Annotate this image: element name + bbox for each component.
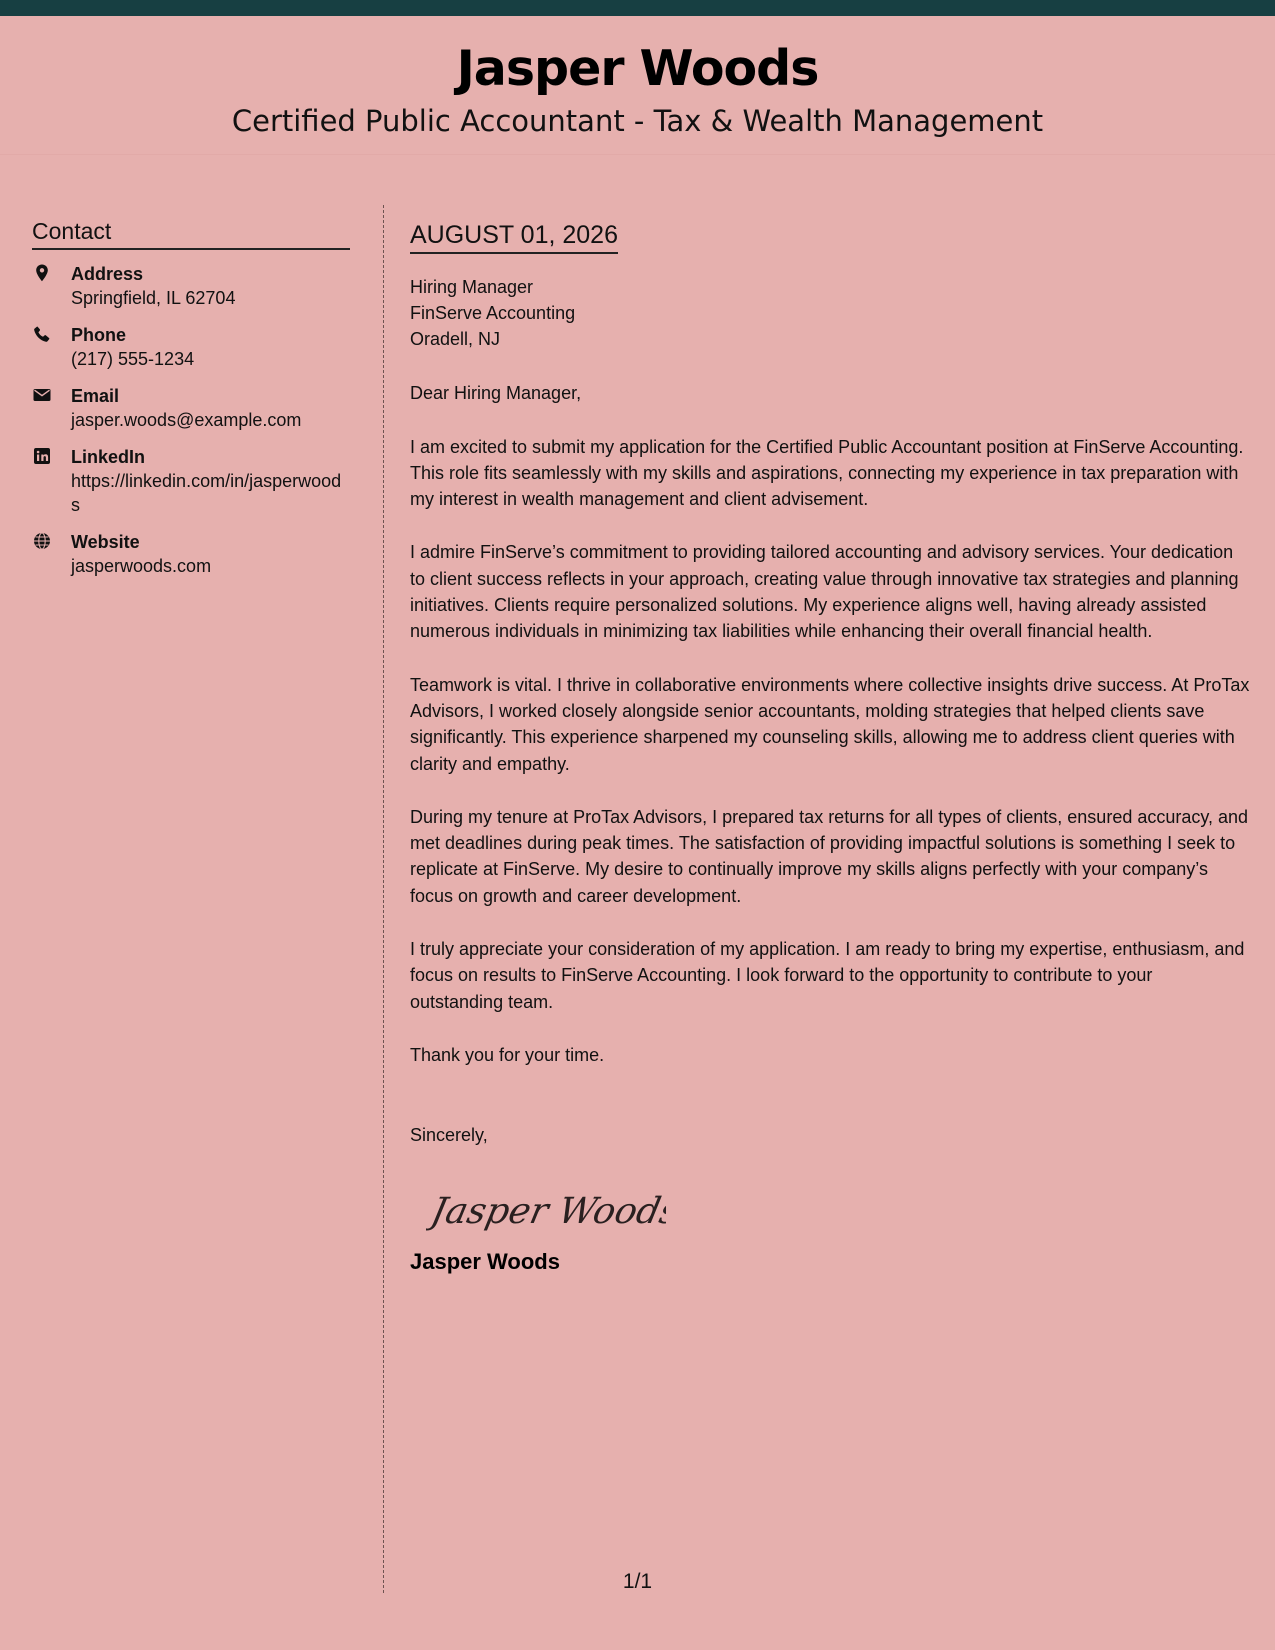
letter-body — [410, 222, 1250, 1275]
contact-sidebar — [32, 218, 350, 591]
phone-value: (217) 555-1234 — [71, 349, 195, 369]
body-paragraph: I admire FinServe’s commitment to providing tailored accounting and advisory services. Your dedication to client success reflects in your approach, creating value through innovative tax strategies and planning initiatives. Clients require personalized solutions. My experience aligns well, having already assisted numerous individuals in minimizing tax liabilities while enhancing their overall financial health. — [410, 542, 1239, 642]
contact-label: Address — [71, 264, 144, 284]
letter-date: AUGUST 01, 2026 — [410, 222, 618, 254]
linkedin-value[interactable]: https://linkedin.com/in/jasperwoods — [71, 471, 342, 515]
address-value: Springfield, IL 62704 — [71, 288, 236, 308]
contact-label: Email — [71, 386, 120, 406]
top-accent-bar — [0, 0, 1275, 16]
linkedin-icon — [32, 446, 52, 466]
body-paragraph: I am excited to submit my application for the Certified Public Accountant position at FinServe Accounting. This role fits seamlessly with my skills and aspirations, connecting my experience in tax preparation with my interest in wealth management and client advisement. — [410, 436, 1244, 510]
body-paragraph: Thank you for your time. — [410, 1044, 605, 1065]
body-paragraph: Teamwork is vital. I thrive in collaborative environments where collective insights drive success. At ProTax Advisors, I worked closely alongside senior accountants, molding strategies that helped clients save significantly. This experience sharpened my counseling skills, allowing me to address client queries with clarity and empathy. — [410, 674, 1250, 774]
handwritten-signature — [426, 1173, 1250, 1243]
resume-header — [0, 16, 1275, 155]
map-pin-icon — [32, 263, 52, 283]
contact-item-website — [32, 530, 350, 578]
salutation: Dear Hiring Manager, — [410, 383, 582, 404]
contact-item-phone — [32, 323, 350, 371]
recipient-company: FinServe Accounting — [410, 303, 576, 324]
signer-name: Jasper Woods — [410, 1248, 560, 1274]
recipient-block — [410, 274, 1250, 352]
recipient-location: Oradell, NJ — [410, 329, 501, 350]
body-paragraph: I truly appreciate your consideration of my application. I am ready to bring my expertise, enthusiasm, and focus on results to FinServe Accounting. I look forward to the opportunity to contribute to your outstanding team. — [410, 939, 1245, 1012]
recipient-title: Hiring Manager — [410, 277, 534, 298]
applicant-name: Jasper Woods — [456, 40, 819, 97]
contact-heading: Contact — [32, 218, 350, 250]
closing: Sincerely, — [410, 1125, 488, 1146]
contact-label: Website — [71, 532, 140, 552]
svg-text:Jasper Woods: Jasper Woods — [427, 1188, 666, 1232]
globe-icon — [32, 531, 52, 551]
contact-label: Phone — [71, 325, 127, 345]
contact-item-email — [32, 384, 350, 432]
email-value[interactable]: jasper.woods@example.com — [71, 410, 302, 430]
envelope-icon — [32, 385, 52, 405]
column-divider — [383, 205, 384, 1593]
applicant-title: Certified Public Accountant - Tax & Wealth Management — [231, 104, 1044, 138]
body-paragraph: During my tenure at ProTax Advisors, I prepared tax returns for all types of clients, ensured accuracy, and met deadlines during peak times. The satisfaction of providing impactful solutions is something I seek to replicate at FinServe. My desire to continually improve my skills aligns perfectly with your company’s focus on growth and career development. — [410, 806, 1249, 906]
contact-item-linkedin — [32, 445, 350, 517]
phone-icon — [32, 324, 52, 344]
contact-label: LinkedIn — [71, 447, 146, 467]
page-number: 1/1 — [622, 1570, 653, 1593]
contact-item-address — [32, 262, 350, 310]
website-value[interactable]: jasperwoods.com — [71, 556, 212, 576]
